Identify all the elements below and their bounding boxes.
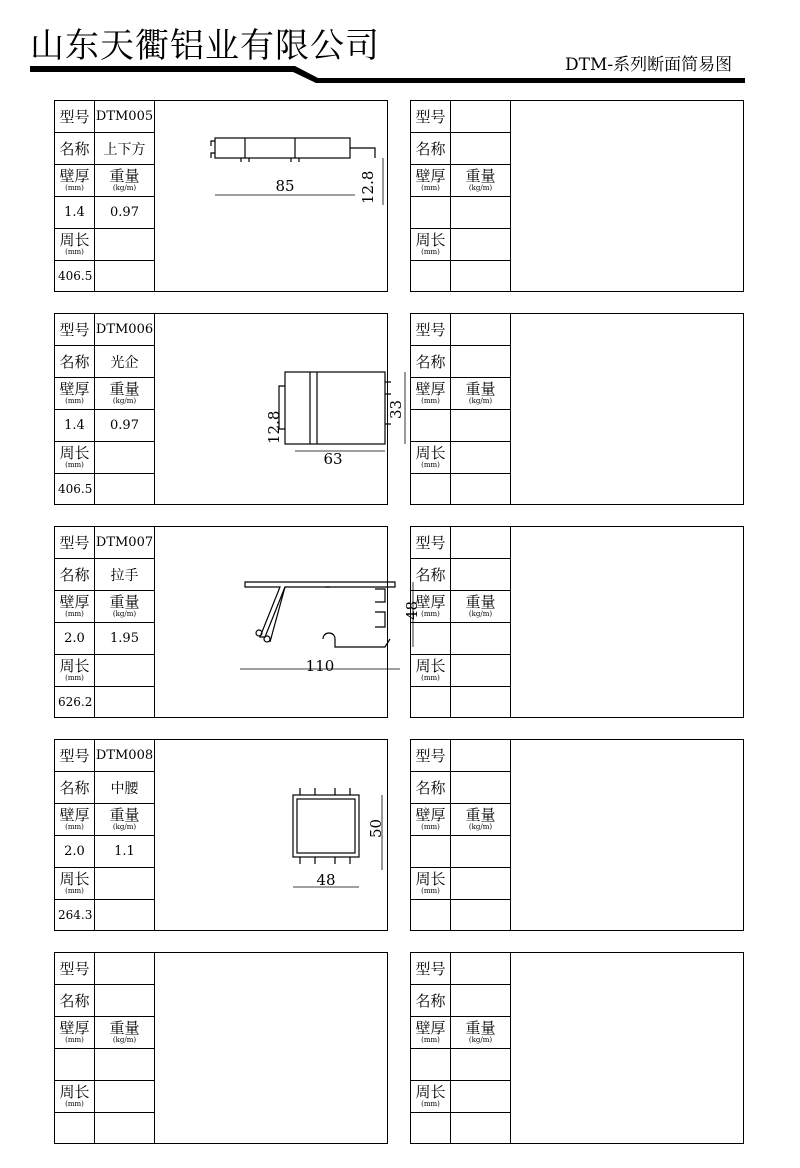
name-label: 名称: [55, 133, 95, 165]
model-label: 型号: [55, 101, 95, 133]
perimeter-value: 626.2: [55, 687, 95, 717]
perimeter-blank: [95, 1081, 155, 1113]
model-label: 型号: [55, 314, 95, 346]
weight-label: 重量 (kg/m): [95, 378, 155, 410]
wall-label: 壁厚 (mm): [411, 378, 451, 410]
name-label: 名称: [55, 985, 95, 1017]
name-label: 名称: [55, 772, 95, 804]
perimeter-blank: [451, 868, 511, 900]
name-label: 名称: [55, 559, 95, 591]
name-value: 中腰: [95, 772, 155, 804]
perimeter-extra: [95, 474, 155, 504]
perimeter-blank: [451, 229, 511, 261]
perimeter-extra: [95, 1113, 155, 1143]
perimeter-extra: [451, 1113, 511, 1143]
name-value: [451, 346, 511, 378]
profile-drawing: [155, 953, 386, 1143]
profile-svg: [155, 740, 386, 930]
name-value: [95, 985, 155, 1017]
dim-small: 12.8: [265, 410, 283, 444]
name-label: 名称: [411, 985, 451, 1017]
profile-drawing: [155, 314, 405, 504]
wall-label: 壁厚 (mm): [411, 1017, 451, 1049]
wall-value: 1.4: [55, 410, 95, 442]
name-value: 上下方: [95, 133, 155, 165]
profile-drawing: [155, 527, 421, 717]
wall-value: [411, 410, 451, 442]
dim-width: 85: [275, 177, 295, 195]
name-value: [451, 559, 511, 591]
empty-card: [410, 100, 744, 292]
wall-label: 壁厚 (mm): [411, 804, 451, 836]
profile-drawing: [511, 314, 742, 504]
perimeter-label: 周长 (mm): [55, 655, 95, 687]
weight-value: [451, 623, 511, 655]
name-label: 名称: [411, 346, 451, 378]
weight-value: 1.95: [95, 623, 155, 655]
name-value: [451, 985, 511, 1017]
profile-card: [54, 739, 388, 931]
weight-value: [451, 197, 511, 229]
profile-svg: [155, 527, 421, 717]
weight-value: [95, 1049, 155, 1081]
perimeter-label: 周长 (mm): [411, 1081, 451, 1113]
series-subtitle: DTM-系列断面简易图: [565, 55, 733, 75]
perimeter-label: 周长 (mm): [411, 868, 451, 900]
profile-card: [54, 526, 421, 718]
model-value: [95, 953, 155, 985]
wall-value: 2.0: [55, 623, 95, 655]
perimeter-label: 周长 (mm): [411, 655, 451, 687]
dim-width: 110: [305, 657, 335, 675]
wall-value: [411, 623, 451, 655]
perimeter-blank: [451, 1081, 511, 1113]
weight-label: 重量 (kg/m): [95, 165, 155, 197]
name-label: 名称: [55, 346, 95, 378]
perimeter-extra: [95, 687, 155, 717]
perimeter-value: 406.5: [55, 261, 95, 291]
name-label: 名称: [411, 772, 451, 804]
wall-label: 壁厚 (mm): [55, 165, 95, 197]
empty-card: [410, 526, 744, 718]
weight-label: 重量 (kg/m): [451, 378, 511, 410]
profile-drawing: [511, 953, 742, 1143]
model-value: DTM005: [95, 101, 155, 133]
wall-value: 2.0: [55, 836, 95, 868]
perimeter-value: [411, 474, 451, 504]
model-label: 型号: [55, 740, 95, 772]
perimeter-value: [411, 261, 451, 291]
perimeter-extra: [451, 474, 511, 504]
perimeter-value: [411, 1113, 451, 1143]
weight-label: 重量 (kg/m): [451, 1017, 511, 1049]
dim-width: 48: [316, 871, 336, 889]
perimeter-blank: [95, 868, 155, 900]
profile-drawing: [511, 527, 742, 717]
weight-value: 0.97: [95, 197, 155, 229]
weight-label: 重量 (kg/m): [95, 1017, 155, 1049]
perimeter-label: 周长 (mm): [55, 442, 95, 474]
model-label: 型号: [55, 527, 95, 559]
wall-value: [55, 1049, 95, 1081]
profile-card: [54, 313, 405, 505]
wall-value: [411, 836, 451, 868]
name-label: 名称: [411, 559, 451, 591]
perimeter-blank: [95, 442, 155, 474]
profile-svg: [155, 101, 386, 291]
company-title: 山东天衢铝业有限公司: [30, 26, 380, 66]
profile-drawing: [511, 740, 742, 930]
wall-label: 壁厚 (mm): [411, 591, 451, 623]
empty-card: [410, 739, 744, 931]
empty-card: [410, 952, 744, 1144]
model-value: [451, 740, 511, 772]
model-value: [451, 101, 511, 133]
dim-height: 33: [387, 399, 405, 419]
perimeter-extra: [95, 261, 155, 291]
profile-drawing: [155, 740, 386, 930]
profile-drawing: [155, 101, 386, 291]
perimeter-label: 周长 (mm): [55, 1081, 95, 1113]
perimeter-value: [411, 900, 451, 930]
weight-label: 重量 (kg/m): [95, 804, 155, 836]
perimeter-extra: [451, 900, 511, 930]
name-value: [451, 772, 511, 804]
model-label: 型号: [55, 953, 95, 985]
weight-label: 重量 (kg/m): [451, 165, 511, 197]
model-label: 型号: [411, 953, 451, 985]
perimeter-blank: [95, 229, 155, 261]
wall-label: 壁厚 (mm): [55, 591, 95, 623]
model-value: [451, 953, 511, 985]
wall-label: 壁厚 (mm): [55, 378, 95, 410]
perimeter-blank: [95, 655, 155, 687]
model-value: DTM006: [95, 314, 155, 346]
model-label: 型号: [411, 314, 451, 346]
wall-label: 壁厚 (mm): [55, 804, 95, 836]
perimeter-extra: [95, 900, 155, 930]
wall-value: [411, 197, 451, 229]
wall-label: 壁厚 (mm): [55, 1017, 95, 1049]
model-value: [451, 527, 511, 559]
model-label: 型号: [411, 740, 451, 772]
model-value: DTM007: [95, 527, 155, 559]
model-label: 型号: [411, 101, 451, 133]
wall-label: 壁厚 (mm): [411, 165, 451, 197]
perimeter-label: 周长 (mm): [55, 868, 95, 900]
perimeter-value: [411, 687, 451, 717]
wall-value: 1.4: [55, 197, 95, 229]
perimeter-blank: [451, 655, 511, 687]
perimeter-label: 周长 (mm): [55, 229, 95, 261]
perimeter-label: 周长 (mm): [411, 442, 451, 474]
name-value: [451, 133, 511, 165]
wall-value: [411, 1049, 451, 1081]
weight-value: [451, 1049, 511, 1081]
perimeter-value: 406.5: [55, 474, 95, 504]
model-value: DTM008: [95, 740, 155, 772]
perimeter-value: 264.3: [55, 900, 95, 930]
profile-drawing: [511, 101, 742, 291]
model-label: 型号: [411, 527, 451, 559]
profile-card: [54, 100, 388, 292]
empty-card: [410, 313, 744, 505]
dim-width: 63: [323, 450, 343, 468]
perimeter-value: [55, 1113, 95, 1143]
weight-value: 0.97: [95, 410, 155, 442]
profile-svg: [155, 314, 405, 504]
perimeter-extra: [451, 261, 511, 291]
perimeter-label: 周长 (mm): [411, 229, 451, 261]
name-label: 名称: [411, 133, 451, 165]
dim-height: 12.8: [359, 170, 377, 204]
empty-card: [54, 952, 388, 1144]
perimeter-extra: [451, 687, 511, 717]
weight-label: 重量 (kg/m): [451, 591, 511, 623]
model-value: [451, 314, 511, 346]
name-value: 光企: [95, 346, 155, 378]
perimeter-blank: [451, 442, 511, 474]
dim-height: 48: [403, 600, 421, 620]
dim-height: 50: [367, 818, 385, 838]
weight-value: [451, 836, 511, 868]
weight-label: 重量 (kg/m): [95, 591, 155, 623]
weight-label: 重量 (kg/m): [451, 804, 511, 836]
weight-value: [451, 410, 511, 442]
name-value: 拉手: [95, 559, 155, 591]
weight-value: 1.1: [95, 836, 155, 868]
